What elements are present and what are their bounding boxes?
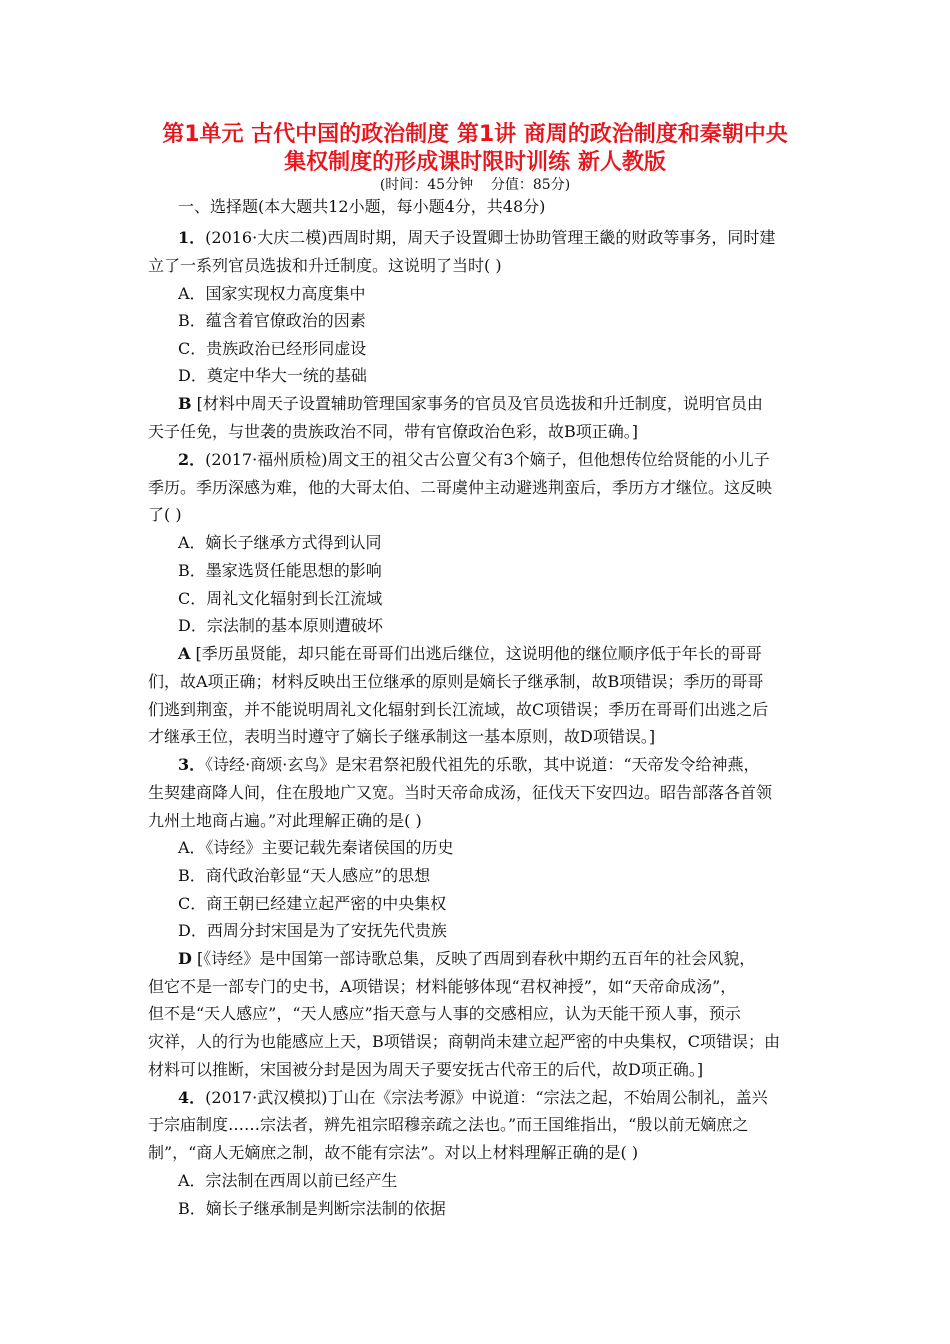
line-text: 于宗庙制度……宗法者，辨先祖宗昭穆亲疏之法也。”而王国维指出，“殷以前无嫡庶之 bbox=[148, 1115, 749, 1134]
line-text: B．商代政治彰显“天人感应”的思想 bbox=[178, 866, 431, 885]
text-line bbox=[178, 394, 763, 414]
line-text: D．西周分封宋国是为了安抚先代贵族 bbox=[178, 921, 447, 940]
line-text: B．墨家选贤任能思想的影响 bbox=[178, 561, 382, 580]
line-text: 才继承王位，表明当时遵守了嫡长子继承制这一基本原则，故D项错误。] bbox=[148, 727, 656, 746]
text-line bbox=[178, 616, 383, 636]
text-line bbox=[148, 422, 638, 442]
text-line bbox=[148, 505, 182, 525]
text-line bbox=[178, 284, 366, 304]
line-text: B．蕴含着官僚政治的因素 bbox=[178, 311, 366, 330]
text-line bbox=[148, 672, 763, 692]
text-line bbox=[178, 228, 775, 248]
line-text: 们，故A项正确；材料反映出王位继承的原则是嫡长子继承制，故B项错误；季历的哥哥 bbox=[148, 672, 764, 691]
text-line bbox=[148, 811, 422, 831]
line-text: C．商王朝已经建立起严密的中央集权 bbox=[178, 894, 447, 913]
text-line bbox=[148, 1032, 780, 1052]
document-title-line-2: 集权制度的形成课时限时训练 新人教版 bbox=[284, 150, 666, 175]
text-line bbox=[178, 366, 367, 386]
time-score-info: (时间：45分钟 分值：85分) bbox=[379, 177, 571, 193]
text-line bbox=[178, 561, 382, 581]
text-line bbox=[178, 866, 430, 886]
answer-letter: B bbox=[178, 394, 192, 413]
section-heading: 一、选择题(本大题共12小题，每小题4分，共48分) bbox=[178, 197, 546, 216]
text-line bbox=[148, 700, 768, 720]
text-line bbox=[148, 256, 502, 276]
line-text: 们逃到荆蛮，并不能说明周礼文化辐射到长江流域，故C项错误；季历在哥哥们出逃之后 bbox=[148, 700, 769, 719]
text-line bbox=[148, 1060, 703, 1080]
text-line bbox=[178, 921, 447, 941]
text-line bbox=[178, 644, 762, 664]
line-text: (2017·福州质检)周文王的祖父古公亶父有3个嫡子，但他想传位给贤能的小儿子 bbox=[205, 450, 770, 469]
line-text: 材料可以推断，宋国被分封是因为周天子要安抚古代帝王的后代，故D项正确。] bbox=[148, 1060, 704, 1079]
line-text: 但它不是一部专门的史书，A项错误；材料能够体现“君权神授”，如“天帝命成汤”， bbox=[148, 977, 737, 996]
question-number: 1． bbox=[178, 228, 206, 247]
text-line bbox=[178, 755, 760, 775]
text-line bbox=[178, 838, 454, 858]
line-text: A．嫡长子继承方式得到认同 bbox=[178, 533, 382, 552]
line-text: 天子任免，与世袭的贵族政治不同，带有官僚政治色彩，故B项正确。] bbox=[148, 422, 639, 441]
line-text: A．《诗经》主要记载先秦诸侯国的历史 bbox=[178, 838, 454, 857]
text-line bbox=[148, 478, 772, 498]
line-text: C．贵族政治已经形同虚设 bbox=[178, 339, 367, 358]
question-number: 3． bbox=[178, 755, 206, 774]
text-line bbox=[148, 977, 736, 997]
answer-letter: D bbox=[178, 949, 192, 968]
line-text: D．奠定中华大一统的基础 bbox=[178, 366, 367, 385]
text-line bbox=[148, 727, 655, 747]
text-line bbox=[178, 949, 755, 969]
line-text: D．宗法制的基本原则遭破坏 bbox=[178, 616, 383, 635]
line-text: 九州土地商占遍。”对此理解正确的是( ) bbox=[148, 811, 422, 830]
text-line bbox=[178, 450, 770, 470]
text-line bbox=[148, 783, 772, 803]
line-text: 《诗经·商颂·玄鸟》是宋君祭祀殷代祖先的乐歌，其中说道：“天帝发令给神燕， bbox=[205, 755, 760, 774]
line-text: 灾祥，人的行为也能感应上天，B项错误；商朝尚未建立起严密的中央集权，C项错误；由 bbox=[148, 1032, 781, 1051]
line-text: 生契建商降人间，住在殷地广又宽。当时天帝命成汤，征伐天下安四边。昭告部落各首领 bbox=[148, 783, 773, 802]
text-line bbox=[178, 339, 366, 359]
text-line bbox=[178, 894, 446, 914]
text-line bbox=[148, 1143, 638, 1163]
line-text: 季历。季历深感为难，他的大哥太伯、二哥虞仲主动避逃荆蛮后，季历方才继位。这反映 bbox=[148, 478, 773, 497]
text-line bbox=[148, 1115, 748, 1135]
line-text: B．嫡长子继承制是判断宗法制的依据 bbox=[178, 1199, 446, 1218]
document-title-line-1: 第1单元 古代中国的政治制度 第1讲 商周的政治制度和秦朝中央 bbox=[162, 122, 788, 147]
text-line bbox=[178, 1199, 446, 1219]
line-text: A．国家实现权力高度集中 bbox=[178, 284, 366, 303]
line-text: (2016·大庆二模)西周时期，周天子设置卿士协助管理王畿的财政等事务，同时建 bbox=[205, 228, 776, 247]
question-number: 4． bbox=[178, 1088, 206, 1107]
text-line bbox=[178, 533, 382, 553]
line-text: [季历虽贤能，却只能在哥哥们出逃后继位，这说明他的继位顺序低于年长的哥哥 bbox=[190, 644, 762, 663]
line-text: (2017·武汉模拟)丁山在《宗法考源》中说道：“宗法之起，不始周公制礼，盖兴 bbox=[205, 1088, 768, 1107]
line-text: 但不是“天人感应”，“天人感应”指天意与人事的交感相应，认为天能干预人事，预示 bbox=[148, 1004, 741, 1023]
line-text: 制”，“商人无嫡庶之制，故不能有宗法”。对以上材料理解正确的是( ) bbox=[148, 1143, 639, 1162]
text-line bbox=[178, 1171, 398, 1191]
line-text: C．周礼文化辐射到长江流域 bbox=[178, 589, 383, 608]
question-number: 2． bbox=[178, 450, 206, 469]
text-line bbox=[148, 1004, 741, 1024]
text-line bbox=[178, 1088, 768, 1108]
line-text: A．宗法制在西周以前已经产生 bbox=[178, 1171, 398, 1190]
line-text: [《诗经》是中国第一部诗歌总集，反映了西周到春秋中期约五百年的社会风貌， bbox=[191, 949, 756, 968]
answer-letter: A bbox=[178, 644, 191, 663]
line-text: [材料中周天子设置辅助管理国家事务的官员及官员选拔和升迁制度，说明官员由 bbox=[191, 394, 763, 413]
line-text: 了( ) bbox=[148, 505, 182, 524]
line-text: 立了一系列官员选拔和升迁制度。这说明了当时( ) bbox=[148, 256, 502, 275]
text-line bbox=[178, 589, 382, 609]
text-line bbox=[178, 311, 366, 331]
